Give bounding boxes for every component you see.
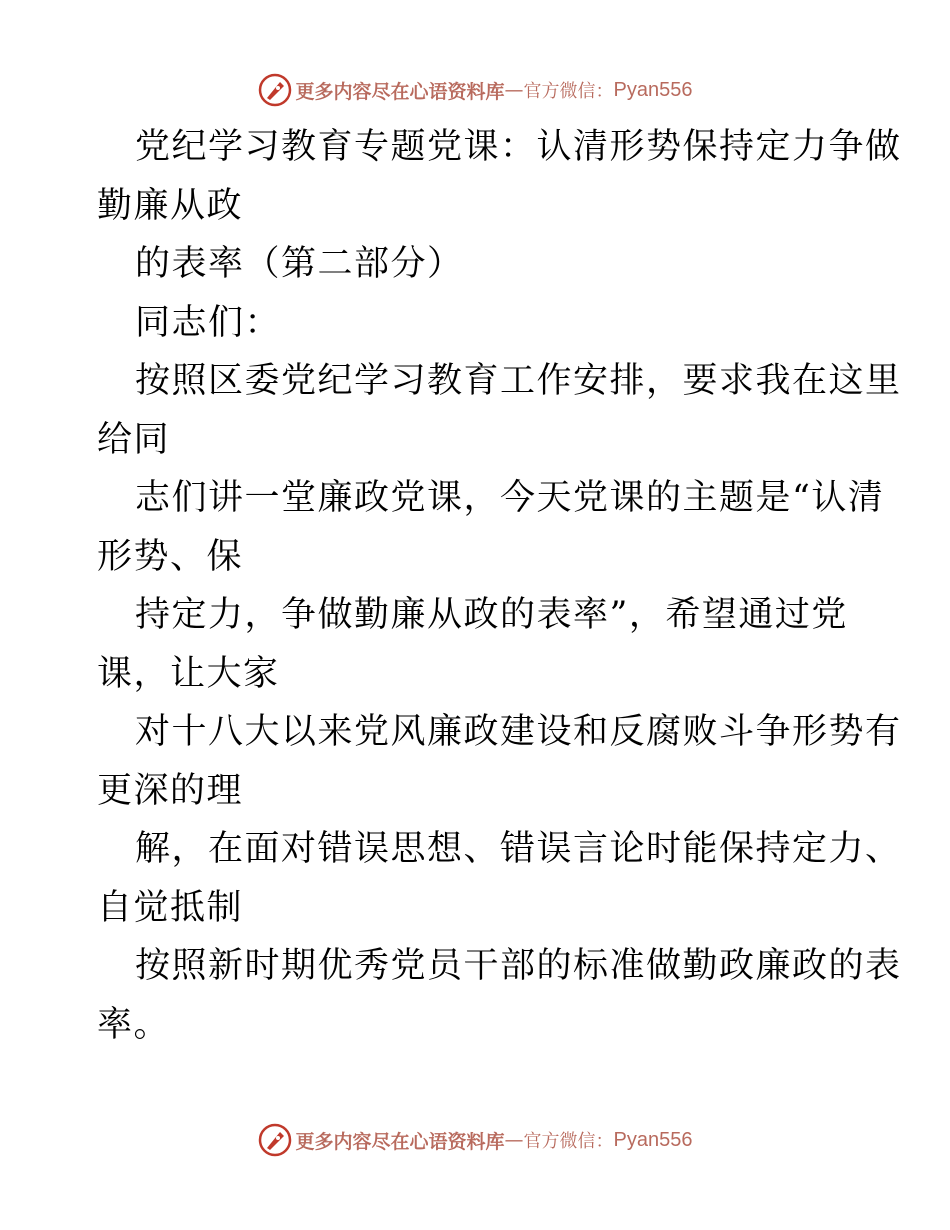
banner-wechat-id: Pyan556 — [613, 78, 693, 101]
doc-paragraph-line: 解，在面对错误思想、错误言论时能保持定力、 — [135, 829, 902, 869]
banner-brand-text: 更多内容尽在心语资料库 — [295, 80, 505, 103]
banner-wechat-label: 官方微信： — [523, 1131, 614, 1152]
pen-nib-logo-icon — [258, 1123, 292, 1157]
doc-paragraph-line: 志们讲一堂廉政党课，今天党课的主题是“认清 — [135, 478, 885, 518]
pen-nib-logo-icon — [258, 73, 292, 107]
banner-dash: — — [504, 1129, 524, 1151]
doc-paragraph-line: 更深的理 — [97, 770, 244, 811]
doc-paragraph-line: 按照新时期优秀党员干部的标准做勤政廉政的表 — [135, 946, 902, 986]
banner-dash: — — [504, 79, 524, 101]
footer-watermark-banner — [0, 1122, 950, 1158]
doc-title-line-3: 的表率（第二部分） — [135, 244, 464, 284]
header-watermark-banner — [0, 72, 950, 108]
doc-paragraph-line: 自觉抵制 — [97, 887, 244, 928]
doc-paragraph-line: 持定力，争做勤廉从政的表率”，希望通过党 — [135, 595, 848, 635]
doc-paragraph-line: 形势、保 — [97, 536, 244, 577]
doc-paragraph-line: 对十八大以来党风廉政建设和反腐败斗争形势有 — [135, 712, 902, 752]
banner-brand-text: 更多内容尽在心语资料库 — [295, 1130, 505, 1153]
doc-paragraph-line: 给同 — [97, 419, 171, 460]
doc-paragraph-line: 按照区委党纪学习教育工作安排，要求我在这里 — [135, 361, 902, 401]
doc-title-line-2: 勤廉从政 — [97, 185, 244, 226]
banner-wechat-id: Pyan556 — [613, 1128, 693, 1151]
doc-title-line-1: 党纪学习教育专题党课：认清形势保持定力争做 — [135, 127, 902, 167]
doc-paragraph-line: 率。 — [97, 1004, 171, 1045]
doc-salutation: 同志们： — [135, 302, 282, 343]
doc-paragraph-line: 课，让大家 — [97, 653, 280, 694]
banner-wechat-label: 官方微信： — [523, 81, 614, 102]
document-body — [97, 118, 902, 1054]
